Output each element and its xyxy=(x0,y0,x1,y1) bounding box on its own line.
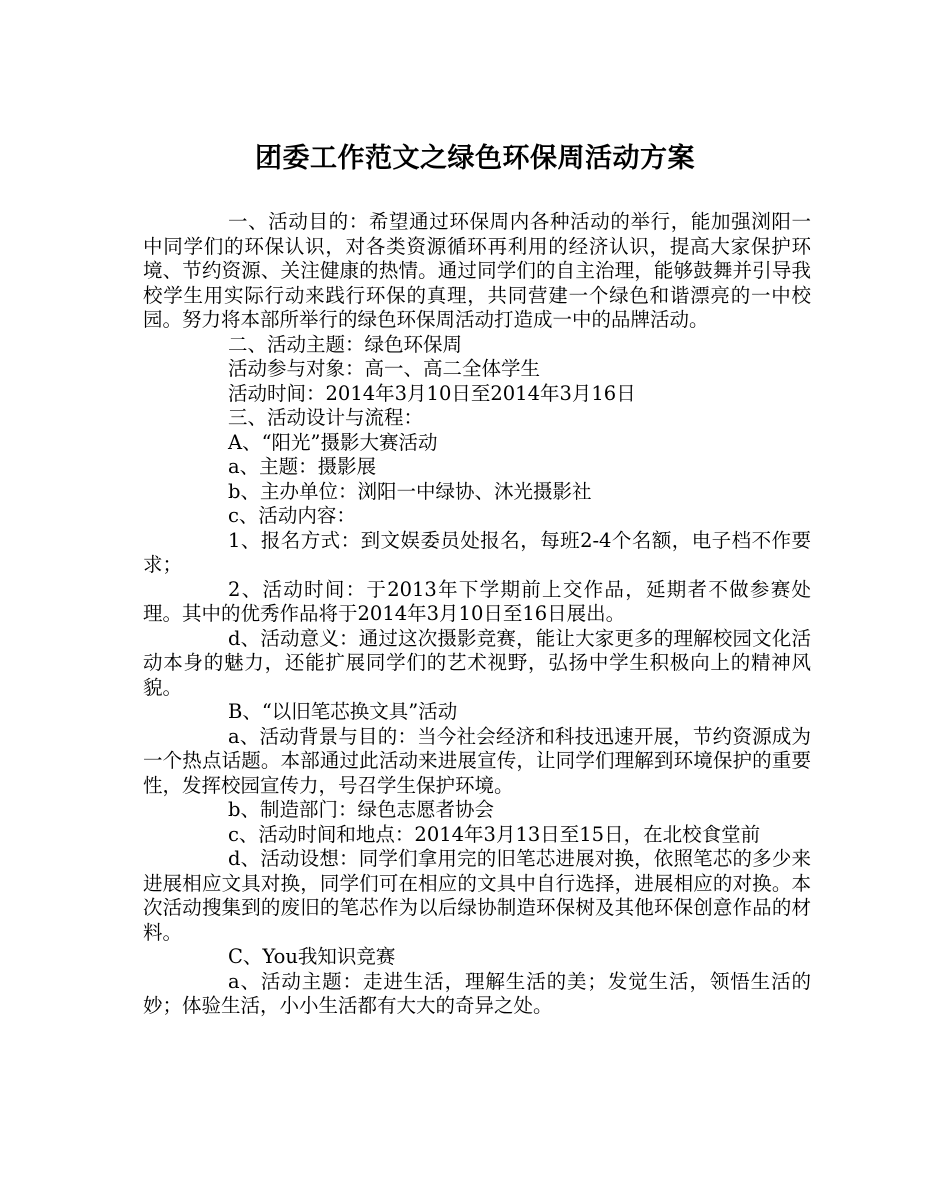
paragraph-a-schedule: 2、活动时间：于2013年下学期前上交作品，延期者不做参赛处理。其中的优秀作品将于2014年3月10日至16日展出。 xyxy=(143,577,811,625)
paragraph-b-time-place: c、活动时间和地点：2014年3月13日至15日，在北校食堂前 xyxy=(228,822,761,846)
paragraph-a-organizer: b、主办单位：浏阳一中绿协、沐光摄影社 xyxy=(228,479,592,503)
paragraph-time: 活动时间：2014年3月10日至2014年3月16日 xyxy=(228,381,636,405)
paragraph-b-background: a、活动背景与目的：当今社会经济和科技迅速开展，节约资源成为一个热点话题。本部通过此活动来进展宣传，让同学们理解到环境保护的重要性，发挥校园宣传力，号召学生保护环境。 xyxy=(143,724,811,797)
paragraph-a-content: c、活动内容： xyxy=(228,504,356,527)
document-body xyxy=(143,210,811,1019)
paragraph-design-heading: 三、活动设计与流程： xyxy=(228,406,424,429)
paragraph-a-registration: 1、报名方式：到文娱委员处报名，每班2-4个名额，电子档不作要求； xyxy=(143,528,811,576)
paragraph-c-theme: a、活动主题：走进生活，理解生活的美；发觉生活，领悟生活的妙；体验生活，小小生活都有大大的奇异之处。 xyxy=(143,969,811,1017)
paragraph-b-plan: d、活动设想：同学们拿用完的旧笔芯进展对换，依照笔芯的多少来进展相应文具对换，同学们可在相应的文具中自行选择，进展相应的对换。本次活动搜集到的废旧的笔芯作为以后绿协制造环保树及其他环保创意作品的材料。 xyxy=(143,847,811,944)
document-title: 团委工作范文之绿色环保周活动方案 xyxy=(255,143,695,174)
paragraph-purpose: 一、活动目的：希望通过环保周内各种活动的举行，能加强浏阳一中同学们的环保认识，对各类资源循环再利用的经济认识，提高大家保护环境、节约资源、关注健康的热情。通过同学们的自主治理，能够鼓舞并引导我校学生用实际行动来践行环保的真理，共同营建一个绿色和谐漂亮的一中校园。努力将本部所举行的绿色环保周活动打造成一中的品牌活动。 xyxy=(143,210,811,331)
paragraph-section-a: A、“阳光”摄影大赛活动 xyxy=(228,430,438,454)
paragraph-section-b: B、“以旧笔芯换文具”活动 xyxy=(228,700,458,723)
paragraph-a-significance: d、活动意义：通过这次摄影竞赛，能让大家更多的理解校园文化活动本身的魅力，还能扩展同学们的艺术视野，弘扬中学生积极向上的精神风貌。 xyxy=(143,626,811,699)
paragraph-participants: 活动参与对象：高一、高二全体学生 xyxy=(228,357,541,380)
paragraph-section-c: C、You我知识竞赛 xyxy=(228,945,396,968)
paragraph-theme: 二、活动主题：绿色环保周 xyxy=(228,332,463,356)
paragraph-a-theme: a、主题：摄影展 xyxy=(228,455,377,478)
paragraph-b-department: b、制造部门：绿色志愿者协会 xyxy=(228,798,494,821)
